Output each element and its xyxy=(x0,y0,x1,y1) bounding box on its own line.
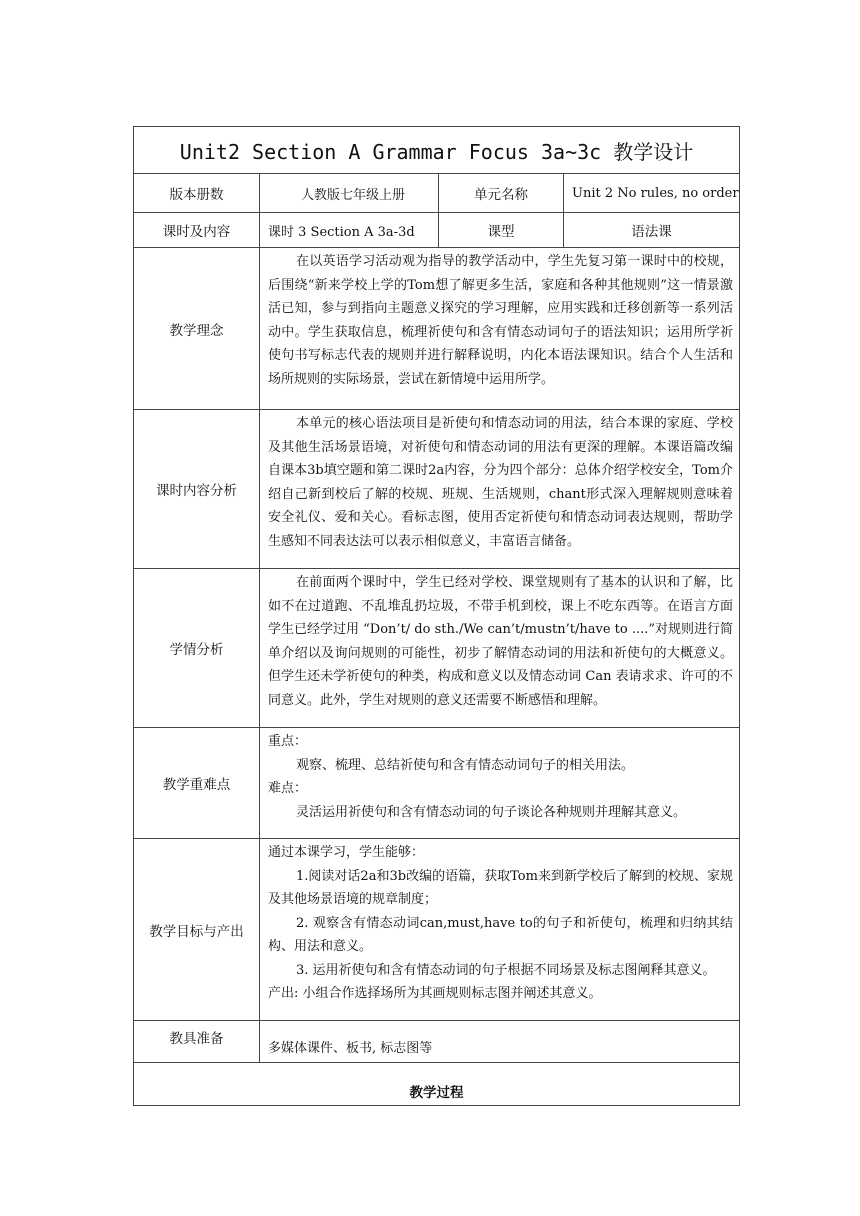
lesson-type-value: 语法课 xyxy=(564,213,740,248)
edition-row xyxy=(134,174,740,213)
learner-analysis-row xyxy=(134,569,740,728)
philosophy-label: 教学理念 xyxy=(134,248,260,410)
materials-label: 教具准备 xyxy=(134,1021,260,1063)
objective-item: 3. 运用祈使句和含有情态动词的句子根据不同场景及标志图阐释其意义。 xyxy=(296,962,716,978)
content-analysis-label: 课时内容分析 xyxy=(134,410,260,569)
key-points-row xyxy=(134,728,740,839)
document-title: Unit2 Section A Grammar Focus 3a~3c 教学设计 xyxy=(134,127,740,174)
title-row xyxy=(134,127,740,174)
content-analysis-text: 本单元的核心语法项目是祈使句和情态动词的用法，结合本课的家庭、学校及其他生活场景语境，对祈使句和情态动词的用法有更深的理解。本课语篇改编自课本3b填空题和第二课时2a内容，分为四个部分：总体介绍学校安全，Tom介绍自己新到校后了解的校规、班规、生活规则，chant形式深入理解规则意味着安全礼仪、爱和关心。看标志图，使用否定祈使句和情态动词表达规则，帮助学生感知不同表达法可以表示相似意义，丰富语言储备。 xyxy=(268,416,734,549)
lesson-value: 课时 3 Section A 3a-3d xyxy=(260,213,439,248)
content-analysis-row xyxy=(134,410,740,569)
materials-text: 多媒体课件、板书, 标志图等 xyxy=(260,1021,740,1063)
lesson-plan-table xyxy=(133,126,740,1106)
key-points-label: 教学重难点 xyxy=(134,728,260,839)
objective-item: 2. 观察含有情态动词can,must,have to的句子和祈使句，梳理和归纳其结构、用法和意义。 xyxy=(268,915,734,954)
process-heading: 教学过程 xyxy=(134,1063,740,1106)
unit-name-value: Unit 2 No rules, no order xyxy=(564,174,740,213)
focus-text: 观察、梳理、总结祈使句和含有情态动词句子的相关用法。 xyxy=(296,757,635,773)
materials-row xyxy=(134,1021,740,1063)
objectives-output: 产出: 小组合作选择场所为其画规则标志图并阐述其意义。 xyxy=(268,986,602,1001)
difficulty-text: 灵活运用祈使句和含有情态动词的句子谈论各种规则并理解其意义。 xyxy=(296,804,687,820)
edition-label: 版本册数 xyxy=(134,174,260,213)
objectives-intro: 通过本课学习，学生能够： xyxy=(268,845,425,860)
objectives-row xyxy=(134,839,740,1021)
process-row xyxy=(134,1063,740,1106)
difficulty-heading: 难点： xyxy=(268,781,308,796)
lesson-type-label: 课型 xyxy=(439,213,564,248)
lesson-row xyxy=(134,213,740,248)
learner-analysis-label: 学情分析 xyxy=(134,569,260,728)
philosophy-row xyxy=(134,248,740,410)
focus-heading: 重点： xyxy=(268,734,308,749)
objective-item: 1.阅读对话2a和3b改编的语篇，获取Tom来到新学校后了解到的校规、家规及其他场景语境的规章制度； xyxy=(268,868,734,907)
unit-name-label: 单元名称 xyxy=(439,174,564,213)
learner-analysis-text: 在前面两个课时中，学生已经对学校、课堂规则有了基本的认识和了解，比如不在过道跑、不乱堆乱扔垃圾，不带手机到校，课上不吃东西等。在语言方面学生已经学过用 “Don’t/ do sth./We can’t/mustn’t/have to ....”对规则进行简单介绍以及询问规则的可能性，初步了解情态动词的用法和祈使句的大概意义。但学生还未学祈使句的种类，构成和意义以及情态动词 Can 表请求求、许可的不同意义。此外，学生对规则的意义还需要不断感悟和理解。 xyxy=(268,575,734,708)
edition-value: 人教版七年级上册 xyxy=(260,174,439,213)
objectives-label: 教学目标与产出 xyxy=(134,839,260,1021)
lesson-label: 课时及内容 xyxy=(134,213,260,248)
philosophy-text: 在以英语学习活动观为指导的教学活动中，学生先复习第一课时中的校规，后围绕“新来学校上学的Tom想了解更多生活，家庭和各种其他规则”这一情景激活已知，参与到指向主题意义探究的学习理解，应用实践和迁移创新等一系列活动中。学生获取信息，梳理祈使句和含有情态动词句子的语法知识；运用所学祈使句书写标志代表的规则并进行解释说明，内化本语法课知识。结合个人生活和场所规则的实际场景，尝试在新情境中运用所学。 xyxy=(268,254,734,387)
